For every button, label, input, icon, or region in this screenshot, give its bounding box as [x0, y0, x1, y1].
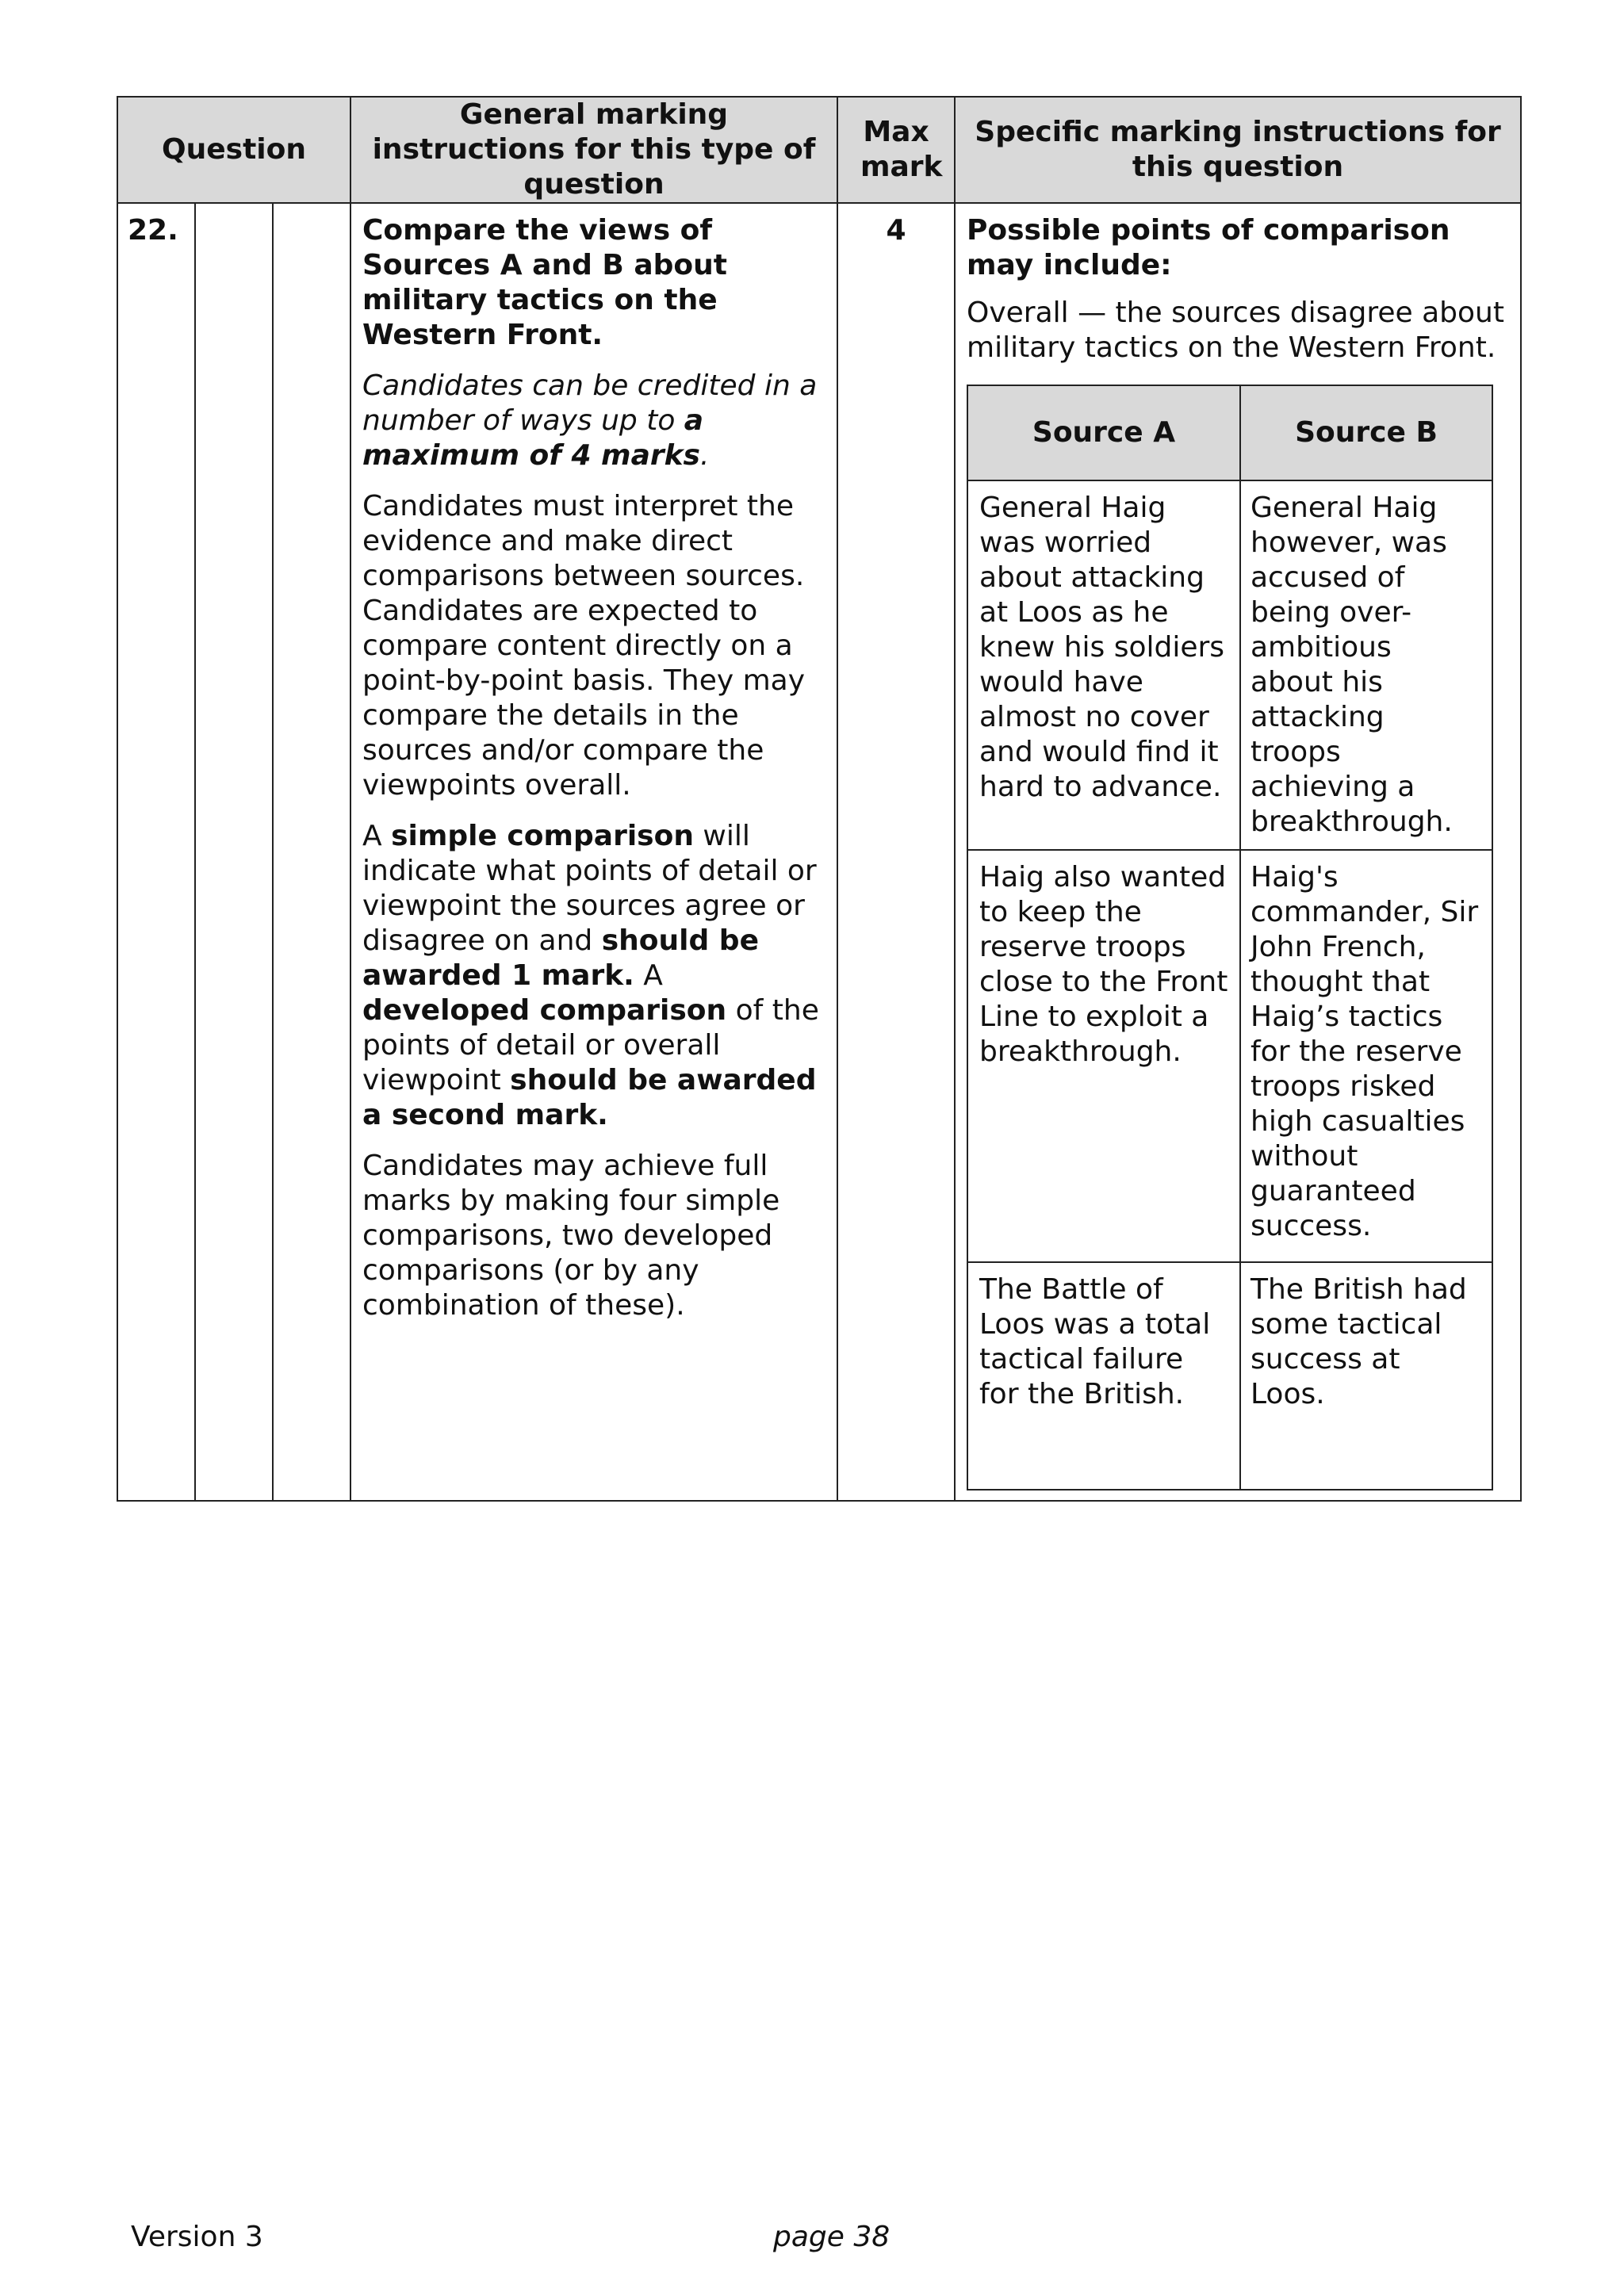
credit-note	[362, 369, 825, 473]
marking-table	[117, 96, 1522, 1502]
header-max-mark	[837, 97, 955, 203]
max-mark-value: 4	[837, 203, 955, 1501]
source-b-point: The British had some tactical success at Loos.	[1240, 1262, 1492, 1490]
credit-note-text: Candidates can be credited in a number of ways up to	[362, 369, 818, 437]
question-subpart-cell	[195, 203, 273, 1501]
header-specific-instructions: Specific marking instructions for this question	[955, 97, 1521, 203]
general-instructions-cell	[350, 203, 837, 1501]
header-max-mark-label: Max mark	[860, 116, 943, 183]
source-a-point: Haig also wanted to keep the reserve troops close to the Front Line to exploit a breakthrough.	[967, 850, 1240, 1262]
source-a-point: General Haig was worried about attacking at Loos as he knew his soldiers would have almost no cover and would find it hard to advance.	[967, 480, 1240, 850]
specific-instructions-cell	[955, 203, 1521, 1501]
comparison-paragraph	[362, 819, 825, 1133]
source-b-point: Haig's commander, Sir John French, thought that Haig’s tactics for the reserve troops risked high casualties without guaranteed success.	[1240, 850, 1492, 1262]
source-b-point: General Haig however, was accused of being over-ambitious about his attacking troops achieving a breakthrough.	[1240, 480, 1492, 850]
question-prompt: Compare the views of Sources A and B about military tactics on the Western Front.	[362, 214, 727, 351]
full-marks-paragraph: Candidates may achieve full marks by making four simple comparisons, two developed comparisons (or by any combination of these).	[362, 1150, 780, 1322]
footer-page-number: page 38	[773, 2221, 891, 2253]
comparison-row	[967, 850, 1492, 1262]
source-a-point: The Battle of Loos was a total tactical failure for the British.	[967, 1262, 1240, 1490]
overall-statement: Overall — the sources disagree about military tactics on the Western Front.	[967, 297, 1504, 364]
question-row	[117, 203, 1521, 1501]
specific-heading: Possible points of comparison may include:	[967, 214, 1450, 281]
comparison-text-2: simple comparison	[391, 820, 694, 852]
comparison-text-4: should be awarded 1 mark.	[362, 924, 759, 992]
source-b-header: Source B	[1240, 385, 1492, 480]
sources-comparison-table	[967, 385, 1493, 1490]
comparison-text-7: of the points of detail or overall viewpoint	[362, 994, 819, 1096]
footer-version: Version 3	[131, 2221, 263, 2253]
credit-note-max: a maximum of 4 marks	[362, 404, 704, 472]
header-row	[117, 97, 1521, 203]
comparison-text-8: should be awarded a second mark.	[362, 1064, 817, 1131]
comparison-text-5: A	[634, 959, 663, 992]
header-general-instructions: General marking instructions for this type of question	[350, 97, 837, 203]
source-a-header: Source A	[967, 385, 1240, 480]
sources-header-row	[967, 385, 1492, 480]
comparison-row	[967, 480, 1492, 850]
comparison-text-6: developed comparison	[362, 994, 727, 1027]
interpret-paragraph: Candidates must interpret the evidence and make direct comparisons between sources. Candidates are expected to compare content directly on a point-by-point basis. They may compare the details in the sources and/or compare the viewpoints overall.	[362, 490, 806, 802]
question-subsubpart-cell	[273, 203, 350, 1501]
comparison-text-1: A	[362, 820, 392, 852]
comparison-row	[967, 1262, 1492, 1490]
question-number: 22.	[117, 203, 195, 1501]
header-question: Question	[117, 97, 350, 203]
credit-note-end: .	[700, 439, 710, 472]
comparison-text-3: will indicate what points of detail or viewpoint the sources agree or disagree on and	[362, 820, 817, 957]
